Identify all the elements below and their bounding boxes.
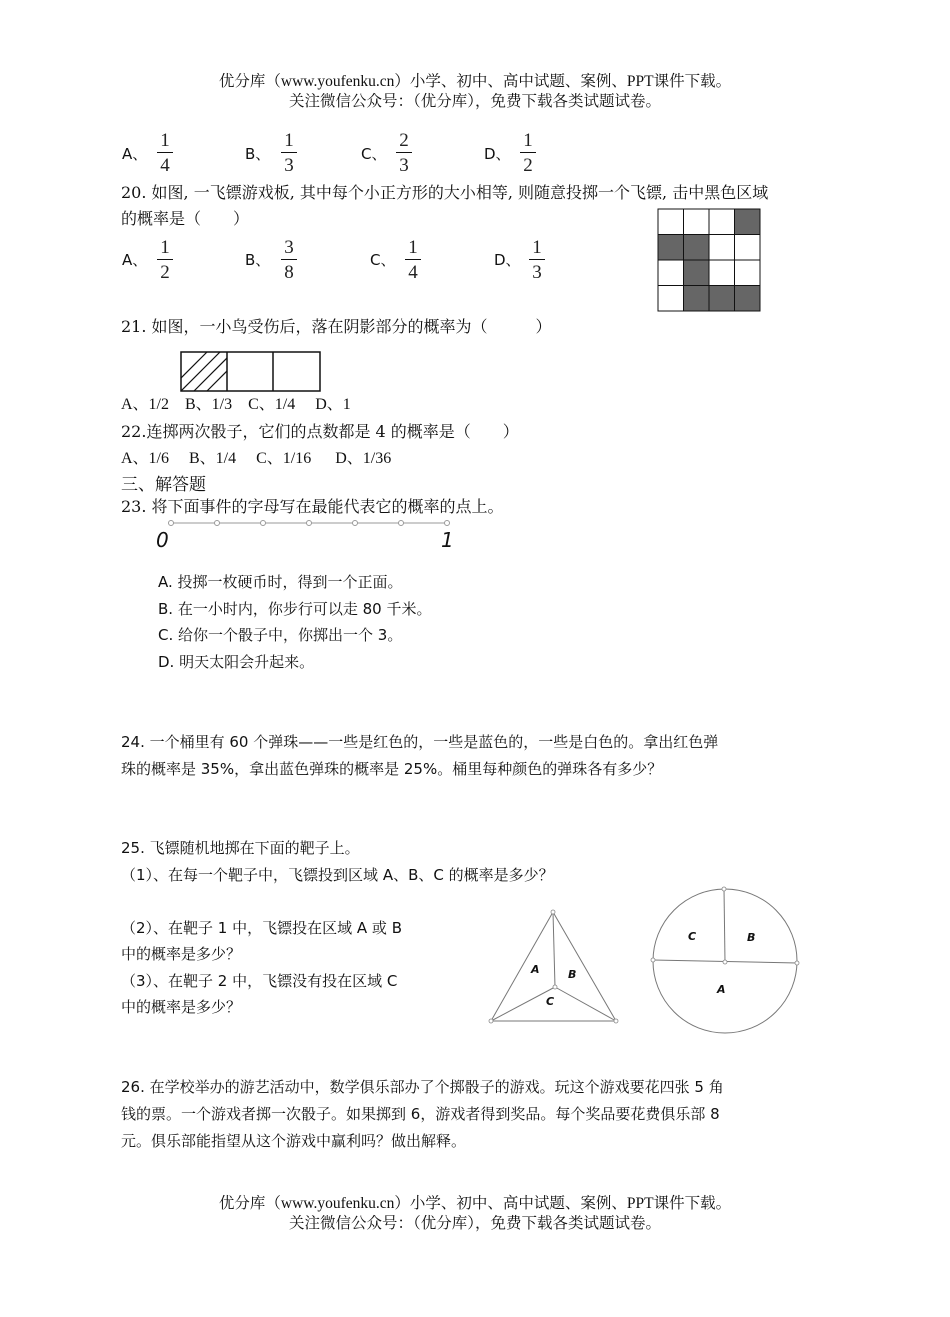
q21-bird-figure bbox=[180, 351, 322, 393]
q20-option-d-fraction bbox=[526, 238, 548, 282]
q26-line-2: 钱的票。一个游戏者掷一次骰子。如果掷到 6，游戏者得到奖品。每个奖品要花费俱乐部 8 bbox=[121, 1105, 720, 1123]
q19-option-b-label: B、 bbox=[245, 145, 271, 163]
grid-cell-white bbox=[709, 209, 735, 235]
q20-option-d-label: D、 bbox=[494, 251, 521, 269]
q19-option-b-den: 3 bbox=[284, 155, 294, 176]
q23-question: 23. 将下面事件的字母写在最能代表它的概率的点上。 bbox=[121, 497, 504, 516]
q25-triangle-label-c: C bbox=[546, 995, 555, 1008]
q20-option-a-label: A、 bbox=[122, 251, 148, 269]
q25-line-6: 中的概率是多少？ bbox=[121, 998, 242, 1016]
q21-options: A、1/2 B、1/3 C、1/4 D、1 bbox=[121, 396, 351, 413]
q25-line-1: 25. 飞镖随机地掷在下面的靶子上。 bbox=[121, 839, 360, 857]
q25-triangle-label-b: B bbox=[568, 968, 577, 981]
section-3-title: 三、解答题 bbox=[121, 475, 206, 495]
q26-line-1: 26. 在学校举办的游艺活动中，数学俱乐部办了个掷骰子的游戏。玩这个游戏要花四张 5 角 bbox=[121, 1078, 724, 1096]
q24-line-1: 24. 一个桶里有 60 个弹珠——一些是红色的，一些是蓝色的，一些是白色的。拿出红色弹 bbox=[121, 733, 719, 751]
q19-option-d-fraction bbox=[517, 131, 539, 175]
header-line-2: 关注微信公众号：（优分库），免费下载各类试题试卷。 bbox=[288, 93, 661, 110]
q20-line-2: 的概率是（ ） bbox=[121, 209, 250, 228]
header-line-1: 优分库（www.youfenku.cn）小学、初中、高中试题、案例、PPT课件下载。 bbox=[218, 73, 732, 90]
q19-option-a-label: A、 bbox=[122, 145, 148, 163]
grid-cell-black bbox=[658, 235, 684, 261]
q26-line-3: 元。俱乐部能指望从这个游戏中赢利吗？做出解释。 bbox=[121, 1132, 467, 1150]
q19-option-b-fraction bbox=[278, 131, 300, 175]
q20-option-b-label: B、 bbox=[245, 251, 271, 269]
grid-cell-white bbox=[709, 260, 735, 286]
q20-dartboard-grid bbox=[657, 208, 763, 312]
grid-cell-white bbox=[735, 235, 761, 261]
grid-cell-black bbox=[684, 286, 710, 312]
q19-option-c-den: 3 bbox=[399, 155, 409, 176]
grid-cell-black bbox=[709, 286, 735, 312]
footer-line-2: 关注微信公众号：（优分库），免费下载各类试题试卷。 bbox=[288, 1215, 661, 1232]
q19-option-c-fraction bbox=[393, 131, 415, 175]
q19-option-b-num: 1 bbox=[284, 130, 294, 151]
grid-cell-white bbox=[658, 209, 684, 235]
grid-cell-white bbox=[684, 209, 710, 235]
q23-item-a: A. 投掷一枚硬币时，得到一个正面。 bbox=[158, 573, 403, 591]
q25-circle-label-c: C bbox=[688, 930, 697, 943]
q25-circle-label-a: A bbox=[717, 983, 726, 996]
q19-option-c-num: 2 bbox=[399, 130, 409, 151]
q25-line-2: （1）、在每一个靶子中，飞镖投到区域 A、B、C 的概率是多少？ bbox=[121, 866, 554, 884]
q22-options: A、1/6 B、1/4 C、1/16 D、1/36 bbox=[121, 450, 392, 467]
q23-scale-end: 1 bbox=[441, 528, 454, 552]
q19-option-a-num: 1 bbox=[160, 130, 170, 151]
q20-option-c-num: 1 bbox=[408, 237, 418, 258]
q25-target-1-triangle bbox=[485, 906, 625, 1026]
q20-option-b-num: 3 bbox=[284, 237, 294, 258]
q20-option-a-num: 1 bbox=[160, 237, 170, 258]
q25-circle-label-b: B bbox=[747, 931, 756, 944]
q23-item-b: B. 在一小时内，你步行可以走 80 千米。 bbox=[158, 600, 432, 618]
footer-line-1: 优分库（www.youfenku.cn）小学、初中、高中试题、案例、PPT课件下载。 bbox=[218, 1195, 732, 1212]
q22-question: 22.连掷两次骰子，它们的点数都是 4 的概率是（ ） bbox=[121, 422, 519, 441]
q20-option-c-label: C、 bbox=[370, 251, 396, 269]
q19-option-a-den: 4 bbox=[160, 155, 170, 176]
grid-cell-black bbox=[684, 235, 710, 261]
q25-line-3: （2）、在靶子 1 中，飞镖投在区域 A 或 B bbox=[121, 919, 402, 937]
grid-cell-black bbox=[684, 260, 710, 286]
q25-target-2-circle bbox=[648, 883, 804, 1039]
q19-option-d-label: D、 bbox=[484, 145, 511, 163]
grid-cell-white bbox=[658, 260, 684, 286]
q20-option-d-num: 1 bbox=[532, 237, 542, 258]
q23-probability-scale bbox=[150, 514, 470, 554]
q23-scale-start: 0 bbox=[156, 528, 169, 552]
q19-option-d-num: 1 bbox=[523, 130, 533, 151]
q20-option-a-den: 2 bbox=[160, 262, 170, 283]
q23-item-d: D. 明天太阳会升起来。 bbox=[158, 653, 315, 671]
q20-option-b-den: 8 bbox=[284, 262, 294, 283]
q20-option-d-den: 3 bbox=[532, 262, 542, 283]
q20-option-c-den: 4 bbox=[408, 262, 418, 283]
q19-option-a-fraction bbox=[154, 131, 176, 175]
q25-line-5: （3）、在靶子 2 中，飞镖没有投在区域 C bbox=[121, 972, 398, 990]
q19-option-d-den: 2 bbox=[523, 155, 533, 176]
q25-line-4: 中的概率是多少？ bbox=[121, 945, 242, 963]
grid-cell-white bbox=[735, 260, 761, 286]
q24-line-2: 珠的概率是 35%，拿出蓝色弹珠的概率是 25%。桶里每种颜色的弹珠各有多少？ bbox=[121, 760, 663, 778]
q23-item-c: C. 给你一个骰子中，你掷出一个 3。 bbox=[158, 626, 403, 644]
grid-cell-white bbox=[658, 286, 684, 312]
q20-option-b-fraction bbox=[278, 238, 300, 282]
q21-question: 21. 如图，一小鸟受伤后，落在阴影部分的概率为（ ） bbox=[121, 317, 552, 336]
q20-option-c-fraction bbox=[402, 238, 424, 282]
grid-cell-black bbox=[735, 209, 761, 235]
q20-line-1: 20. 如图, 一飞镖游戏板, 其中每个小正方形的大小相等, 则随意投掷一个飞镖, 击中黑色区域 bbox=[121, 183, 769, 202]
q25-triangle-label-a: A bbox=[531, 963, 540, 976]
q20-option-a-fraction bbox=[154, 238, 176, 282]
q21-shaded-region bbox=[180, 352, 246, 391]
grid-cell-white bbox=[709, 235, 735, 261]
grid-cell-black bbox=[735, 286, 761, 312]
q19-option-c-label: C、 bbox=[361, 145, 387, 163]
